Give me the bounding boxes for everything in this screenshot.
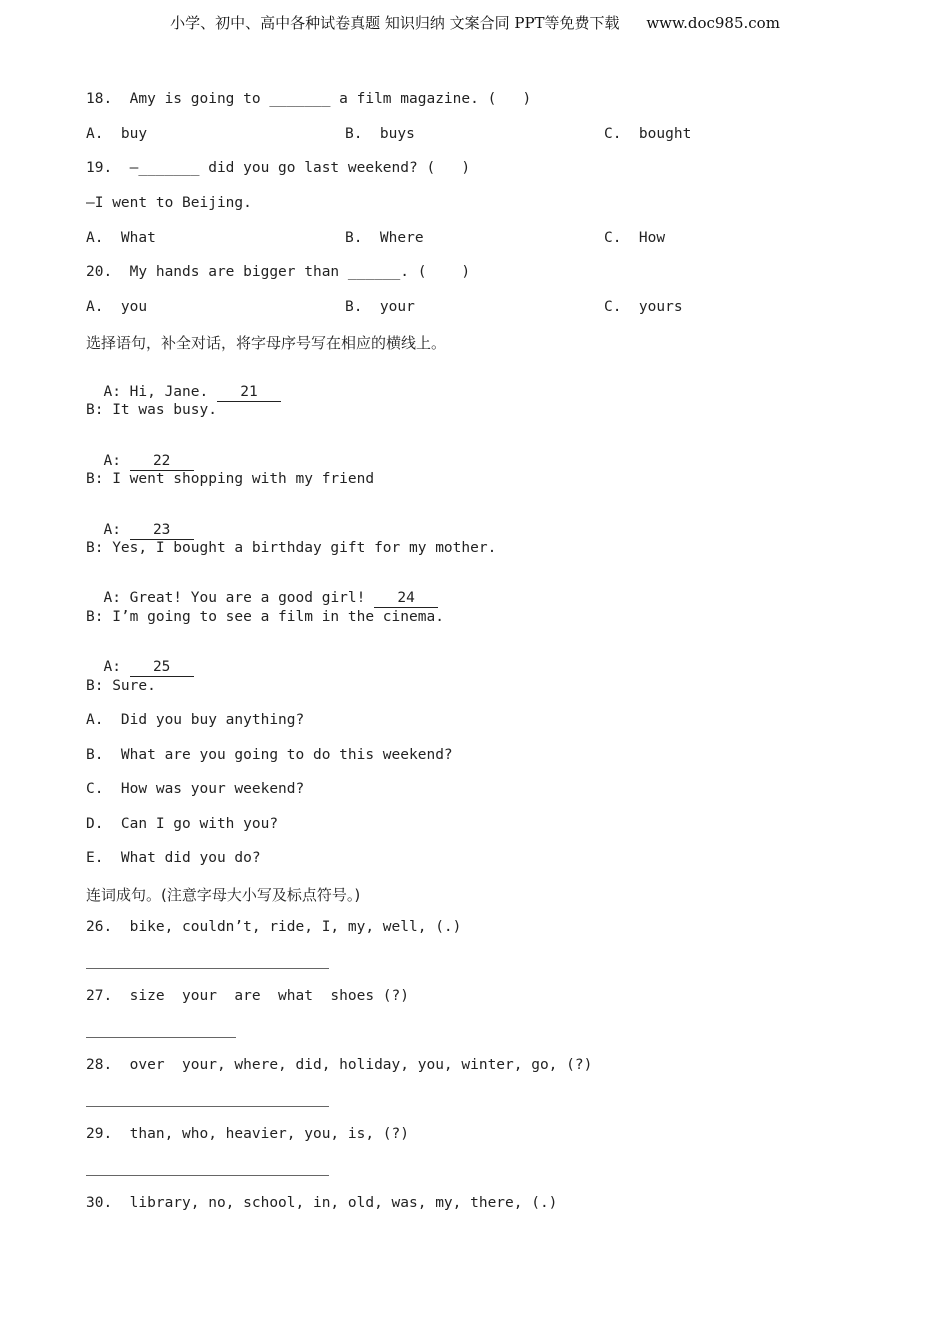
dialog-line-text: A: Hi, Jane. xyxy=(103,384,217,400)
q19-option-c: C. How xyxy=(604,230,666,246)
dialog-line-text: A: Great! You are a good girl! xyxy=(103,590,375,606)
dialog-line: B: It was busy. xyxy=(86,402,217,418)
header-site: www.doc985.com xyxy=(646,14,780,32)
q18-stem: 18. Amy is going to _______ a film magazine. ( ) xyxy=(86,91,532,107)
dialog-instruction: 选择语句，补全对话，将字母序号写在相应的横线上。 xyxy=(86,334,447,352)
answer-line-29[interactable] xyxy=(86,1175,329,1176)
answer-blank-22[interactable]: 22 xyxy=(130,454,194,471)
q20-option-c: C. yours xyxy=(604,299,683,315)
q19-reply: —I went to Beijing. xyxy=(86,195,252,211)
dialog-line: B: I’m going to see a film in the cinema. xyxy=(86,609,444,625)
reorder-item-28: 28. over your, where, did, holiday, you, winter, go, (?) xyxy=(86,1057,593,1073)
answer-blank-25[interactable]: 25 xyxy=(130,660,194,677)
page-header xyxy=(0,12,950,33)
answer-line-28[interactable] xyxy=(86,1106,329,1107)
q18-option-b: B. buys xyxy=(345,126,415,142)
dialog-line: B: Sure. xyxy=(86,678,156,694)
dialog-line xyxy=(86,437,194,471)
reorder-instruction: 连词成句。(注意字母大小写及标点符号。) xyxy=(86,886,361,904)
q19-stem: 19. —_______ did you go last weekend? ( ) xyxy=(86,160,471,176)
q19-option-b: B. Where xyxy=(345,230,424,246)
reorder-item-26: 26. bike, couldn’t, ride, I, my, well, (.) xyxy=(86,919,462,935)
dialog-option: B. What are you going to do this weekend? xyxy=(86,747,453,763)
dialog-option: C. How was your weekend? xyxy=(86,781,305,797)
dialog-option: E. What did you do? xyxy=(86,850,261,866)
answer-blank-23[interactable]: 23 xyxy=(130,523,194,540)
dialog-line-text: A: xyxy=(103,453,130,469)
q18-option-c: C. bought xyxy=(604,126,692,142)
q20-option-a: A. you xyxy=(86,299,148,315)
q20-stem: 20. My hands are bigger than ______. ( ) xyxy=(86,264,471,280)
answer-line-26[interactable] xyxy=(86,968,329,969)
dialog-option: A. Did you buy anything? xyxy=(86,712,305,728)
dialog-line xyxy=(86,574,438,608)
header-title: 小学、初中、高中各种试卷真题 知识归纳 文案合同 PPT等免费下载 xyxy=(170,14,620,32)
dialog-line xyxy=(86,368,281,402)
dialog-line: B: I went shopping with my friend xyxy=(86,471,375,487)
reorder-item-29: 29. than, who, heavier, you, is, (?) xyxy=(86,1126,410,1142)
reorder-item-30: 30. library, no, school, in, old, was, my, there, (.) xyxy=(86,1195,558,1211)
dialog-line-text: A: xyxy=(103,659,130,675)
q19-option-a: A. What xyxy=(86,230,156,246)
answer-line-27[interactable] xyxy=(86,1037,236,1038)
dialog-line xyxy=(86,643,194,677)
answer-blank-21[interactable]: 21 xyxy=(217,385,281,402)
answer-blank-24[interactable]: 24 xyxy=(374,591,438,608)
dialog-line xyxy=(86,506,194,540)
dialog-option: D. Can I go with you? xyxy=(86,816,279,832)
reorder-item-27: 27. size your are what shoes (?) xyxy=(86,988,410,1004)
q20-option-b: B. your xyxy=(345,299,415,315)
dialog-line: B: Yes, I bought a birthday gift for my mother. xyxy=(86,540,497,556)
q18-option-a: A. buy xyxy=(86,126,148,142)
dialog-line-text: A: xyxy=(103,522,130,538)
